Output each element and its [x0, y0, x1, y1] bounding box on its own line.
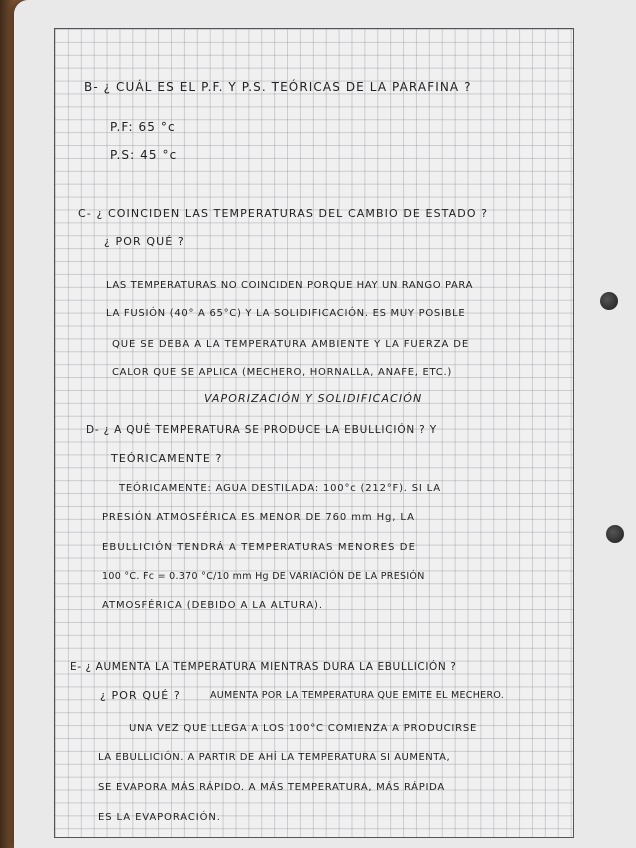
- answer-d-line-1: TEÓRICAMENTE: AGUA DESTILADA: 100°c (212°F). SI LA: [119, 483, 441, 494]
- answer-e-line-3: SE EVAPORA MÁS RÁPIDO. A MÁS TEMPERATURA, MÁS RÁPIDA: [98, 782, 445, 793]
- answer-d-line-4: 100 °C. Fc = 0.370 °C/10 mm Hg DE VARIACIÓN DE LA PRESIÓN: [102, 571, 425, 582]
- answer-d-line-2: PRESIÓN ATMOSFÉRICA ES MENOR DE 760 mm Hg, LA: [102, 512, 415, 523]
- answer-c-line-3: QUE SE DEBA A LA TEMPERATURA AMBIENTE Y LA FUERZA DE: [112, 339, 470, 350]
- answer-d-line-5: ATMOSFÉRICA (DEBIDO A LA ALTURA).: [102, 600, 323, 611]
- question-c-1: C- ¿ COINCIDEN LAS TEMPERATURAS DEL CAMBIO DE ESTADO ?: [78, 207, 489, 220]
- answer-e-line-4: ES LA EVAPORACIÓN.: [98, 812, 221, 823]
- binder-hole-bottom: [606, 525, 624, 543]
- answer-c-line-4: CALOR QUE SE APLICA (MECHERO, HORNALLA, ANAFE, ETC.): [112, 367, 452, 378]
- answer-c-line-2: LA FUSIÓN (40° A 65°C) Y LA SOLIDIFICACIÓN. ES MUY POSIBLE: [106, 308, 466, 319]
- answer-e-inline: AUMENTA POR LA TEMPERATURA QUE EMITE EL MECHERO.: [210, 690, 505, 701]
- notebook-sheet: [14, 0, 636, 848]
- answer-b-ps: P.S: 45 °c: [110, 148, 178, 162]
- question-e-2: ¿ POR QUÉ ?: [100, 689, 181, 702]
- question-c-2: ¿ POR QUÉ ?: [104, 235, 185, 248]
- answer-e-line-1: UNA VEZ QUE LLEGA A LOS 100°C COMIENZA A PRODUCIRSE: [129, 723, 478, 734]
- question-d-1: D- ¿ A QUÉ TEMPERATURA SE PRODUCE LA EBULLICIÓN ? Y: [86, 424, 437, 436]
- question-b: B- ¿ CUÁL ES EL P.F. Y P.S. TEÓRICAS DE LA PARAFINA ?: [84, 80, 472, 94]
- answer-d-line-3: EBULLICIÓN TENDRÁ A TEMPERATURAS MENORES DE: [102, 542, 416, 553]
- answer-c-line-1: LAS TEMPERATURAS NO COINCIDEN PORQUE HAY UN RANGO PARA: [106, 280, 474, 291]
- answer-b-pf: P.F: 65 °c: [110, 120, 176, 134]
- question-d-2: TEÓRICAMENTE ?: [111, 452, 223, 465]
- question-e-1: E- ¿ AUMENTA LA TEMPERATURA MIENTRAS DURA LA EBULLICIÓN ?: [70, 661, 457, 673]
- answer-e-line-2: LA EBULLICIÓN. A PARTIR DE AHÍ LA TEMPERATURA SI AUMENTA,: [98, 752, 451, 763]
- binder-hole-top: [600, 292, 618, 310]
- note-c: VAPORIZACIÓN Y SOLIDIFICACIÓN: [204, 392, 423, 405]
